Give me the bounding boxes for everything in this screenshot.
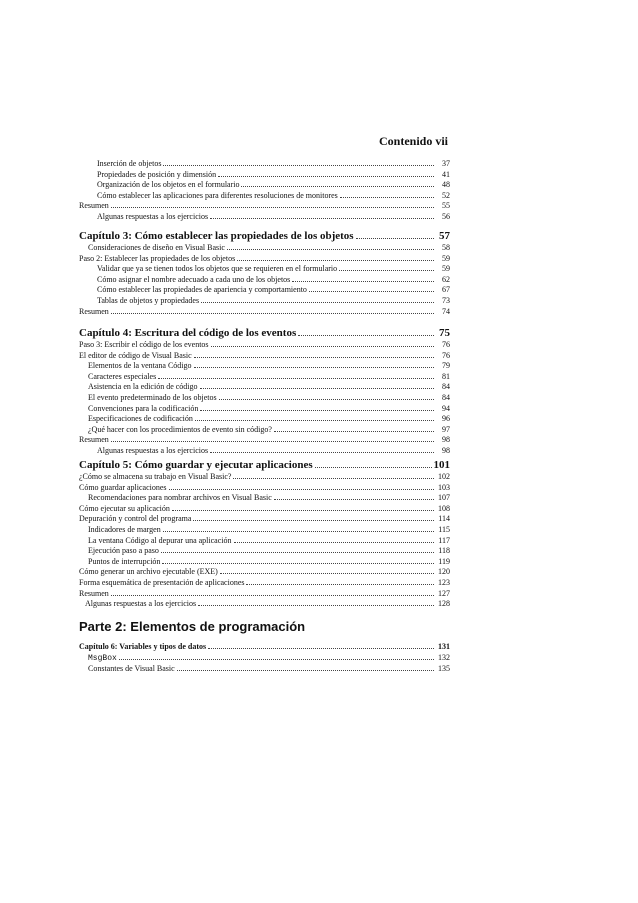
toc-entry-page: 108: [438, 503, 450, 513]
leader-dots: [220, 567, 434, 574]
leader-dots: [194, 361, 434, 368]
toc-entry-title: Algunas respuestas a los ejercicios: [97, 211, 209, 221]
toc-chapter-4: [79, 326, 450, 457]
toc-entry-title: Puntos de interrupción: [88, 556, 161, 566]
toc-entry: [79, 170, 450, 181]
toc-entry: [79, 372, 450, 383]
toc-entry-page: 59: [442, 253, 450, 263]
toc-entry-page: 41: [442, 169, 450, 179]
toc-entry-title: Cómo guardar aplicaciones: [79, 482, 167, 492]
leader-dots: [172, 504, 434, 511]
leader-dots: [210, 446, 434, 453]
toc-entry-page: 131: [438, 642, 450, 651]
leader-dots: [233, 472, 434, 479]
toc-entry: [79, 340, 450, 351]
toc-entry-page: 102: [438, 472, 450, 481]
toc-entry-title: Caracteres especiales: [88, 371, 157, 381]
toc-entry-page: 58: [442, 243, 450, 252]
leader-dots: [292, 275, 434, 282]
leader-dots: [340, 191, 434, 198]
toc-chapter-3: [79, 229, 450, 317]
toc-entry-title: Inserción de objetos: [97, 159, 162, 168]
toc-entry-title: Resumen: [79, 588, 109, 598]
toc-entry: [79, 285, 450, 296]
toc-entry: [79, 275, 450, 286]
toc-entry: [79, 382, 450, 393]
leader-dots: [198, 599, 434, 606]
toc-entry-page: 117: [438, 535, 450, 545]
toc-section-6: [79, 642, 450, 675]
toc-entry-title: El evento predeterminado de los objetos: [88, 392, 217, 402]
toc-entry-title: Resumen: [79, 201, 109, 211]
page-header: Contenido vii: [378, 134, 448, 148]
leader-dots: [234, 536, 435, 543]
toc-entry: [79, 653, 450, 665]
leader-dots: [218, 170, 434, 177]
leader-dots: [246, 578, 434, 585]
leader-dots: [201, 296, 434, 303]
toc-entry-page: 74: [442, 306, 450, 316]
toc-entry: [79, 393, 450, 404]
toc-section-5: [79, 472, 450, 610]
toc-entry-page: 107: [438, 493, 450, 503]
toc-entry-page: 84: [442, 382, 450, 392]
leader-dots: [309, 285, 434, 292]
toc-entry: [79, 546, 450, 557]
toc-entry-page: 62: [442, 274, 450, 284]
toc-entry-title: Elementos de la ventana Código: [88, 361, 192, 371]
toc-entry-title: Paso 2: Establecer las propiedades de los objetos: [79, 253, 236, 263]
leader-dots: [111, 435, 434, 442]
toc-entry: [79, 483, 450, 494]
toc-entry-page: 103: [438, 482, 450, 492]
leader-dots: [161, 546, 434, 553]
toc-entry-title: El editor de código de Visual Basic: [79, 350, 192, 360]
toc-entry-title: La ventana Código al depurar una aplicación: [88, 535, 232, 545]
leader-dots: [227, 243, 434, 250]
toc-entry: [79, 264, 450, 275]
toc-entry-title: Asistencia en la edición de código: [88, 382, 198, 392]
toc-entry: [79, 589, 450, 600]
toc-entry: [79, 307, 450, 318]
toc-entry-page: 96: [442, 414, 450, 424]
toc-entry-page: 79: [442, 361, 450, 371]
toc-entry-title: Capítulo 6: Variables y tipos de datos: [79, 642, 207, 651]
toc-entry-title: Consideraciones de diseño en Visual Basic: [88, 243, 225, 252]
toc-entry: [79, 567, 450, 578]
toc-entry-title: Cómo asignar el nombre adecuado a cada uno de los objetos: [97, 274, 291, 284]
toc-section-1: [79, 159, 450, 223]
toc-entry: [79, 425, 450, 436]
toc-entry-page: 56: [442, 211, 450, 221]
leader-dots: [200, 382, 434, 389]
toc-entry-title: Resumen: [79, 306, 109, 316]
toc-entry: [79, 504, 450, 515]
toc-entry: [79, 361, 450, 372]
chapter-heading: Capítulo 4: Escritura del código de los eventos 75: [79, 327, 450, 339]
toc-entry: [79, 191, 450, 202]
toc-section-3: [79, 243, 450, 317]
toc-entry-page: 98: [442, 445, 450, 455]
toc-entry-title: Algunas respuestas a los ejercicios: [85, 599, 197, 609]
toc-chapter-5: [79, 458, 450, 610]
leader-dots: [219, 393, 434, 400]
leader-dots: [210, 212, 434, 219]
toc-entry: [79, 472, 450, 483]
leader-dots: [195, 414, 434, 421]
toc-entry-title: Cómo establecer las aplicaciones para diferentes resoluciones de monitores: [97, 190, 338, 200]
toc-entry-page: 81: [442, 371, 450, 381]
toc-entry: [79, 664, 450, 675]
leader-dots: [241, 180, 434, 187]
leader-dots: [237, 254, 434, 261]
toc-entry: [79, 525, 450, 536]
leader-dots: [111, 201, 434, 208]
toc-entry: [79, 296, 450, 307]
leader-dots: [274, 425, 434, 432]
part-heading: Parte 2: Elementos de programación: [79, 619, 306, 634]
leader-dots: [211, 340, 434, 347]
toc-entry-page: 94: [442, 403, 450, 413]
toc-entry: [79, 180, 450, 191]
leader-dots: [162, 557, 434, 564]
toc-entry-title: Cómo generar un archivo ejecutable (EXE): [79, 567, 218, 577]
toc-entry-title: Cómo establecer las propiedades de apariencia y comportamiento: [97, 285, 307, 295]
toc-entry-page: 48: [442, 180, 450, 190]
toc-entry: [79, 254, 450, 265]
toc-entry-title: Constantes de Visual Basic: [88, 664, 175, 674]
toc-entry-page: 76: [442, 340, 450, 349]
toc-entry-title: Convenciones para la codificación: [88, 403, 199, 413]
toc-entry: [79, 351, 450, 362]
leader-dots: [158, 372, 434, 379]
toc-entry: [79, 446, 450, 457]
toc-entry-title: Especificaciones de codificación: [88, 414, 193, 424]
leader-dots: [119, 653, 434, 660]
toc-entry-page: 120: [438, 567, 450, 577]
toc-entry: [79, 404, 450, 415]
chapter-heading: Capítulo 3: Cómo establecer las propiedades de los objetos 57: [79, 230, 450, 242]
toc-entry-page: 128: [438, 599, 450, 609]
toc-entry-page: 52: [442, 190, 450, 200]
leader-dots: [194, 351, 434, 358]
toc-entry: [79, 514, 450, 525]
toc-entry: [79, 557, 450, 568]
toc-entry: [79, 493, 450, 504]
toc-entry-title: Propiedades de posición y dimensión: [97, 169, 217, 179]
toc-entry-page: 67: [442, 285, 450, 295]
toc-entry-page: 127: [438, 588, 450, 598]
toc-entry-title: ¿Cómo se almacena su trabajo en Visual Basic?: [79, 472, 232, 481]
toc-entry-page: 59: [442, 264, 450, 274]
toc-entry: [79, 578, 450, 589]
toc-entry-page: 73: [442, 295, 450, 305]
toc-entry-page: 76: [442, 350, 450, 360]
toc-entry: [79, 159, 450, 170]
toc-entry-title: Ejecución paso a paso: [88, 546, 159, 556]
toc-entry-page: 55: [442, 201, 450, 211]
toc-entry-title: Algunas respuestas a los ejercicios: [97, 445, 209, 455]
toc-entry-title: Resumen: [79, 435, 109, 445]
leader-dots: [193, 514, 434, 521]
toc-entry-title: Forma esquemática de presentación de aplicaciones: [79, 577, 245, 587]
toc-entry-page: 97: [442, 424, 450, 434]
toc-section-4: [79, 340, 450, 457]
toc-entry-title: Paso 3: Escribir el código de los eventos: [79, 340, 209, 349]
leader-dots: [111, 589, 434, 596]
toc-entry-title: Depuración y control del programa: [79, 514, 192, 524]
leader-dots: [111, 307, 434, 314]
toc-entry-page: 123: [438, 577, 450, 587]
toc-entry-page: 132: [438, 652, 450, 662]
leader-dots: [200, 404, 434, 411]
toc-entry-title: Tablas de objetos y propiedades: [97, 295, 200, 305]
toc-entry: [79, 642, 450, 653]
leader-dots: [274, 493, 434, 500]
toc-entry-page: 114: [438, 514, 450, 524]
toc-entry-title: Organización de los objetos en el formulario: [97, 180, 240, 190]
toc-entry: [79, 414, 450, 425]
toc-entry-page: 84: [442, 392, 450, 402]
leader-dots: [163, 525, 434, 532]
toc-entry-page: 98: [442, 435, 450, 445]
toc-entry: [79, 212, 450, 223]
toc-entry-page: 37: [442, 159, 450, 168]
chapter-heading: Capítulo 5: Cómo guardar y ejecutar aplicaciones 101: [79, 459, 450, 471]
toc-entry: [79, 435, 450, 446]
leader-dots: [339, 264, 434, 271]
toc-entry-page: 115: [438, 524, 450, 534]
leader-dots: [208, 642, 434, 649]
toc-entry-title: MsgBox: [88, 653, 117, 663]
toc-entry-title: Validar que ya se tienen todos los objetos que se requieren en el formulario: [97, 264, 338, 274]
toc-entry-page: 118: [438, 546, 450, 556]
toc-entry: [79, 536, 450, 547]
toc-entry: [79, 243, 450, 254]
toc-entry: [79, 599, 450, 610]
leader-dots: [169, 483, 434, 490]
toc-entry-title: Recomendaciones para nombrar archivos en Visual Basic: [88, 493, 272, 503]
toc-entry-title: ¿Qué hacer con los procedimientos de evento sin código?: [88, 424, 272, 434]
toc-entry-title: Indicadores de margen: [88, 524, 161, 534]
toc-entry-title: Cómo ejecutar su aplicación: [79, 503, 170, 513]
leader-dots: [177, 664, 434, 671]
toc-entry-page: 135: [438, 664, 450, 674]
leader-dots: [163, 159, 434, 166]
toc-entry-page: 119: [438, 556, 450, 566]
toc-entry: [79, 201, 450, 212]
